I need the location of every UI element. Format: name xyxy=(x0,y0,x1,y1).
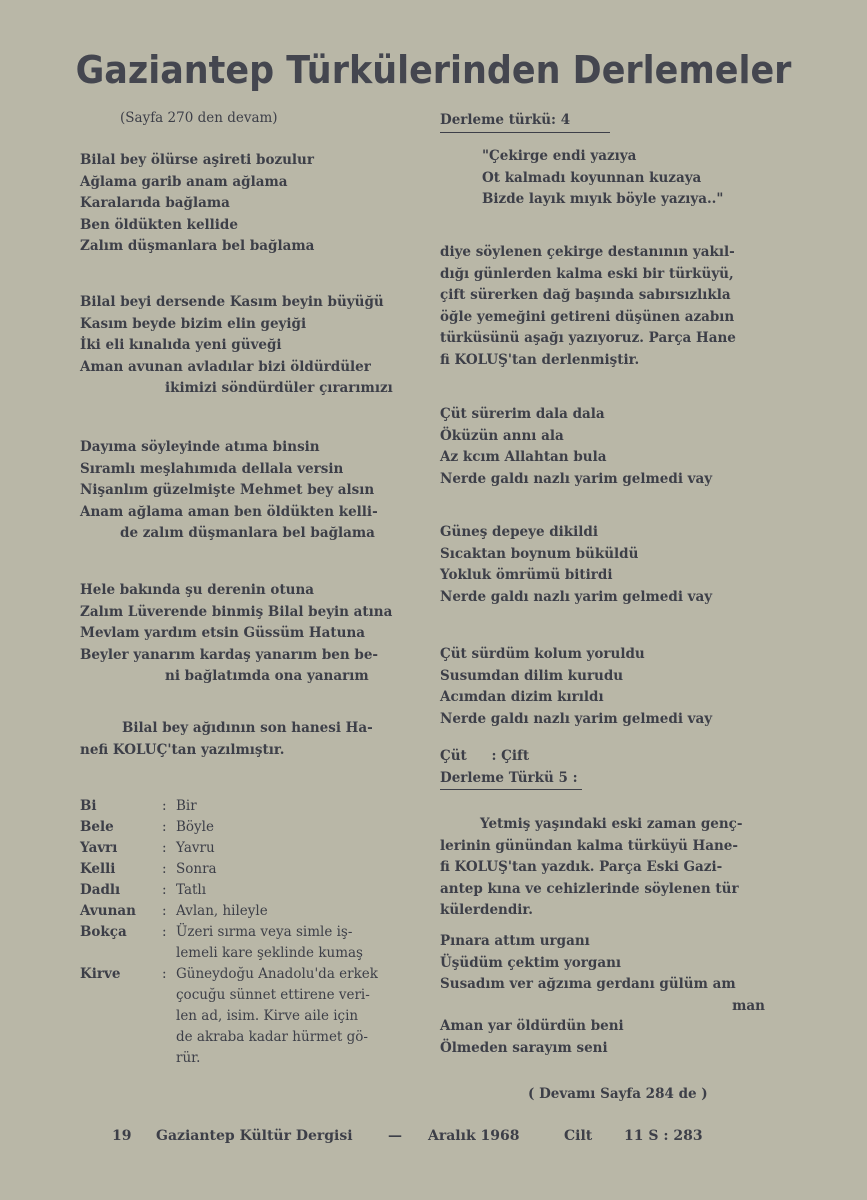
volume-label: Cilt xyxy=(564,1128,593,1144)
intro-paragraph xyxy=(440,242,785,371)
verse-line: ni bağlatımda ona yanarım xyxy=(165,668,369,684)
paragraph-line: türküsünü aşağı yazıyoruz. Parça Hane xyxy=(440,330,736,346)
definition-line: Üzeri sırma veya simle iş- xyxy=(176,924,353,940)
stanza-2 xyxy=(80,292,425,400)
verse-line: Zalım Lüverende binmiş Bilal beyin atına xyxy=(80,603,393,620)
verse-4 xyxy=(440,931,785,1017)
verse-line: Bilal bey ölürse aşireti bozulur xyxy=(80,152,314,168)
footer-dash: — xyxy=(388,1128,402,1144)
note-line: Bilal bey ağıdının son hanesi Ha- xyxy=(122,720,373,736)
left-column xyxy=(80,108,425,130)
verse-line: Aman yar öldürdün beni xyxy=(440,1018,624,1034)
paragraph-line: külerdendir. xyxy=(440,902,533,918)
verse-line: Zalım düşmanlara bel bağlama xyxy=(80,238,315,254)
glossary-entry xyxy=(80,922,425,964)
verse-line: Üşüdüm çektim yorganı xyxy=(440,954,622,971)
paragraph-line: fi KOLUŞ'tan yazdık. Parça Eski Gazi- xyxy=(440,859,723,875)
page-footer xyxy=(112,1128,732,1144)
intro-paragraph-2 xyxy=(440,814,785,922)
verse-line: Acımdan dizim kırıldı xyxy=(440,689,604,705)
verse-2 xyxy=(440,522,785,608)
verse-line: Nerde galdı nazlı yarim gelmedi vay xyxy=(440,710,713,727)
verse-line: Sıcaktan boynum büküldü xyxy=(440,545,639,562)
paragraph-line: antep kına ve cehizlerinde söylenen tür xyxy=(440,880,739,897)
definition-line: lemeli kare şeklinde kumaş xyxy=(176,945,363,961)
continued-note: (Sayfa 270 den devam) xyxy=(120,110,278,126)
glossary-entry xyxy=(80,901,425,922)
verse-line: Bilal beyi dersende Kasım beyin büyüğü xyxy=(80,294,384,310)
glossary-entry xyxy=(80,796,425,817)
glossary-entry xyxy=(80,817,425,838)
issue-date: Aralık 1968 xyxy=(428,1128,520,1144)
definition-line: de akraba kadar hürmet gö- xyxy=(176,1029,368,1045)
verse-line: de zalım düşmanlara bel bağlama xyxy=(120,525,375,541)
source-note xyxy=(80,718,425,761)
verse-line: Kasım beyde bizim elin geyiği xyxy=(80,315,307,332)
glossary-colon: : xyxy=(162,798,167,814)
verse-line: Nişanlım güzelmişte Mehmet bey alsın xyxy=(80,482,375,498)
stanza-1 xyxy=(80,150,425,258)
quote-line: "Çekirge endi yazıya xyxy=(482,148,637,164)
continued-on xyxy=(440,1084,867,1106)
glossary-term: Bele xyxy=(80,819,114,835)
glossary-definition xyxy=(176,964,425,1069)
glossary-term: Yavrı xyxy=(80,840,118,856)
verse-line: Susadım ver ağzıma gerdanı gülüm am xyxy=(440,976,736,992)
glossary-definition: Tatlı xyxy=(176,882,207,898)
paragraph-line: öğle yemeğini getireni düşünen azabın xyxy=(440,308,735,325)
glossary-colon: : xyxy=(162,903,167,919)
glossary-term: Bi xyxy=(80,798,97,814)
continued-on-note: ( Devamı Sayfa 284 de ) xyxy=(528,1086,708,1102)
page-title: Gaziantep Türkülerinden Derlemeler xyxy=(75,48,792,92)
verse-line: Karalarıda bağlama xyxy=(80,195,230,211)
glossary-colon: : xyxy=(162,861,167,877)
glossary-definition: Sonra xyxy=(176,861,217,877)
verse-line: Dayıma söyleyinde atıma binsin xyxy=(80,439,320,455)
verse-3 xyxy=(440,644,785,730)
glossary-definition: Yavru xyxy=(176,840,215,856)
issue-number: 11 S : 283 xyxy=(624,1128,703,1144)
quote-line: Bizde layık mıyık böyle yazıya.." xyxy=(482,191,724,207)
verse-line: Mevlam yardım etsin Güssüm Hatuna xyxy=(80,625,366,641)
verse-line-continuation: man xyxy=(732,997,765,1014)
quote-block xyxy=(440,146,827,211)
glossary xyxy=(80,796,425,1069)
verse-line: ikimizi söndürdüler çırarımızı xyxy=(165,380,393,396)
glossary-term: Bokça xyxy=(80,924,127,940)
verse-line: İki eli kınalıda yeni güveği xyxy=(80,337,282,353)
verse-line: Ben öldükten kellide xyxy=(80,216,238,233)
paragraph-line: diye söylenen çekirge destanının yakıl- xyxy=(440,244,735,260)
verse-line: Çüt sürdüm kolum yoruldu xyxy=(440,646,645,662)
stanza-4 xyxy=(80,580,425,688)
heading-turku-4: Derleme türkü: 4 xyxy=(440,110,610,133)
stanza-3 xyxy=(80,437,425,545)
definition-line: len ad, isim. Kirve aile için xyxy=(176,1008,359,1024)
glossary-entry xyxy=(80,880,425,901)
glossary-colon: : xyxy=(162,924,167,940)
heading-turku-4-wrap xyxy=(440,110,785,133)
verse-line: Ağlama garib anam ağlama xyxy=(80,173,288,190)
paragraph-line: Yetmiş yaşındaki eski zaman genç- xyxy=(480,816,743,832)
glossary-definition: Avlan, hileyle xyxy=(176,903,268,919)
verse-line: Aman avunan avladılar bizi öldürdüler xyxy=(80,358,371,375)
verse-line: Ölmeden sarayım seni xyxy=(440,1039,608,1056)
note-line: nefi KOLUÇ'tan yazılmıştır. xyxy=(80,741,285,758)
verse-line: Öküzün annı ala xyxy=(440,427,564,444)
verse-line: Yokluk ömrümü bitirdi xyxy=(440,567,613,583)
verse-line: Sıramlı meşlahımıda dellala versin xyxy=(80,460,344,477)
verse-line: Pınara attım urganı xyxy=(440,933,590,949)
magazine-name: Gaziantep Kültür Dergisi xyxy=(156,1128,353,1144)
verse-line: Nerde galdı nazlı yarim gelmedi vay xyxy=(440,470,713,487)
verse-line: Susumdan dilim kurudu xyxy=(440,667,624,684)
glossary-entry xyxy=(80,859,425,880)
verse-1 xyxy=(440,404,785,490)
glossary-definition: Böyle xyxy=(176,819,214,835)
cut-gloss xyxy=(440,746,785,790)
glossary-term: Avunan xyxy=(80,903,136,919)
paragraph-line: lerinin günündan kalma türküyü Hane- xyxy=(440,837,738,854)
paragraph-line: çift sürerken dağ başında sabırsızlıkla xyxy=(440,287,731,303)
definition-line: çocuğu sünnet ettirene veri- xyxy=(176,987,370,1003)
glossary-definition xyxy=(176,922,425,964)
definition-line: rür. xyxy=(176,1050,201,1066)
verse-line: Çüt sürerim dala dala xyxy=(440,406,605,422)
quote-line: Ot kalmadı koyunnan kuzaya xyxy=(482,169,702,186)
glossary-entry xyxy=(80,838,425,859)
glossary-definition: Bir xyxy=(176,798,197,814)
verse-line: Nerde galdı nazlı yarim gelmedi vay xyxy=(440,588,713,605)
glossary-term: Kelli xyxy=(80,861,116,877)
gloss-definition: : Çift xyxy=(491,748,530,764)
heading-turku-5: Derleme Türkü 5 : xyxy=(440,768,582,791)
paragraph-line: dığı günlerden kalma eski bir türküyü, xyxy=(440,265,734,282)
definition-line: Güneydoğu Anadolu'da erkek xyxy=(176,966,378,982)
gloss-term: Çüt xyxy=(440,748,467,764)
glossary-colon: : xyxy=(162,882,167,898)
glossary-colon: : xyxy=(162,819,167,835)
glossary-colon: : xyxy=(162,966,167,982)
verse-line: Az kcım Allahtan bula xyxy=(440,449,607,465)
paragraph-line: fi KOLUŞ'tan derlenmiştir. xyxy=(440,351,640,368)
glossary-term: Dadlı xyxy=(80,882,121,898)
gloss-line xyxy=(440,746,785,768)
verse-5 xyxy=(440,1016,785,1059)
glossary-term: Kirve xyxy=(80,966,121,982)
glossary-entry xyxy=(80,964,425,1069)
page-number: 19 xyxy=(112,1128,132,1144)
glossary-colon: : xyxy=(162,840,167,856)
verse-line: Güneş depeye dikildi xyxy=(440,524,598,540)
verse-line: Hele bakında şu derenin otuna xyxy=(80,582,315,598)
verse-line: Beyler yanarım kardaş yanarım ben be- xyxy=(80,646,379,663)
verse-line: Anam ağlama aman ben öldükten kelli- xyxy=(80,503,378,520)
